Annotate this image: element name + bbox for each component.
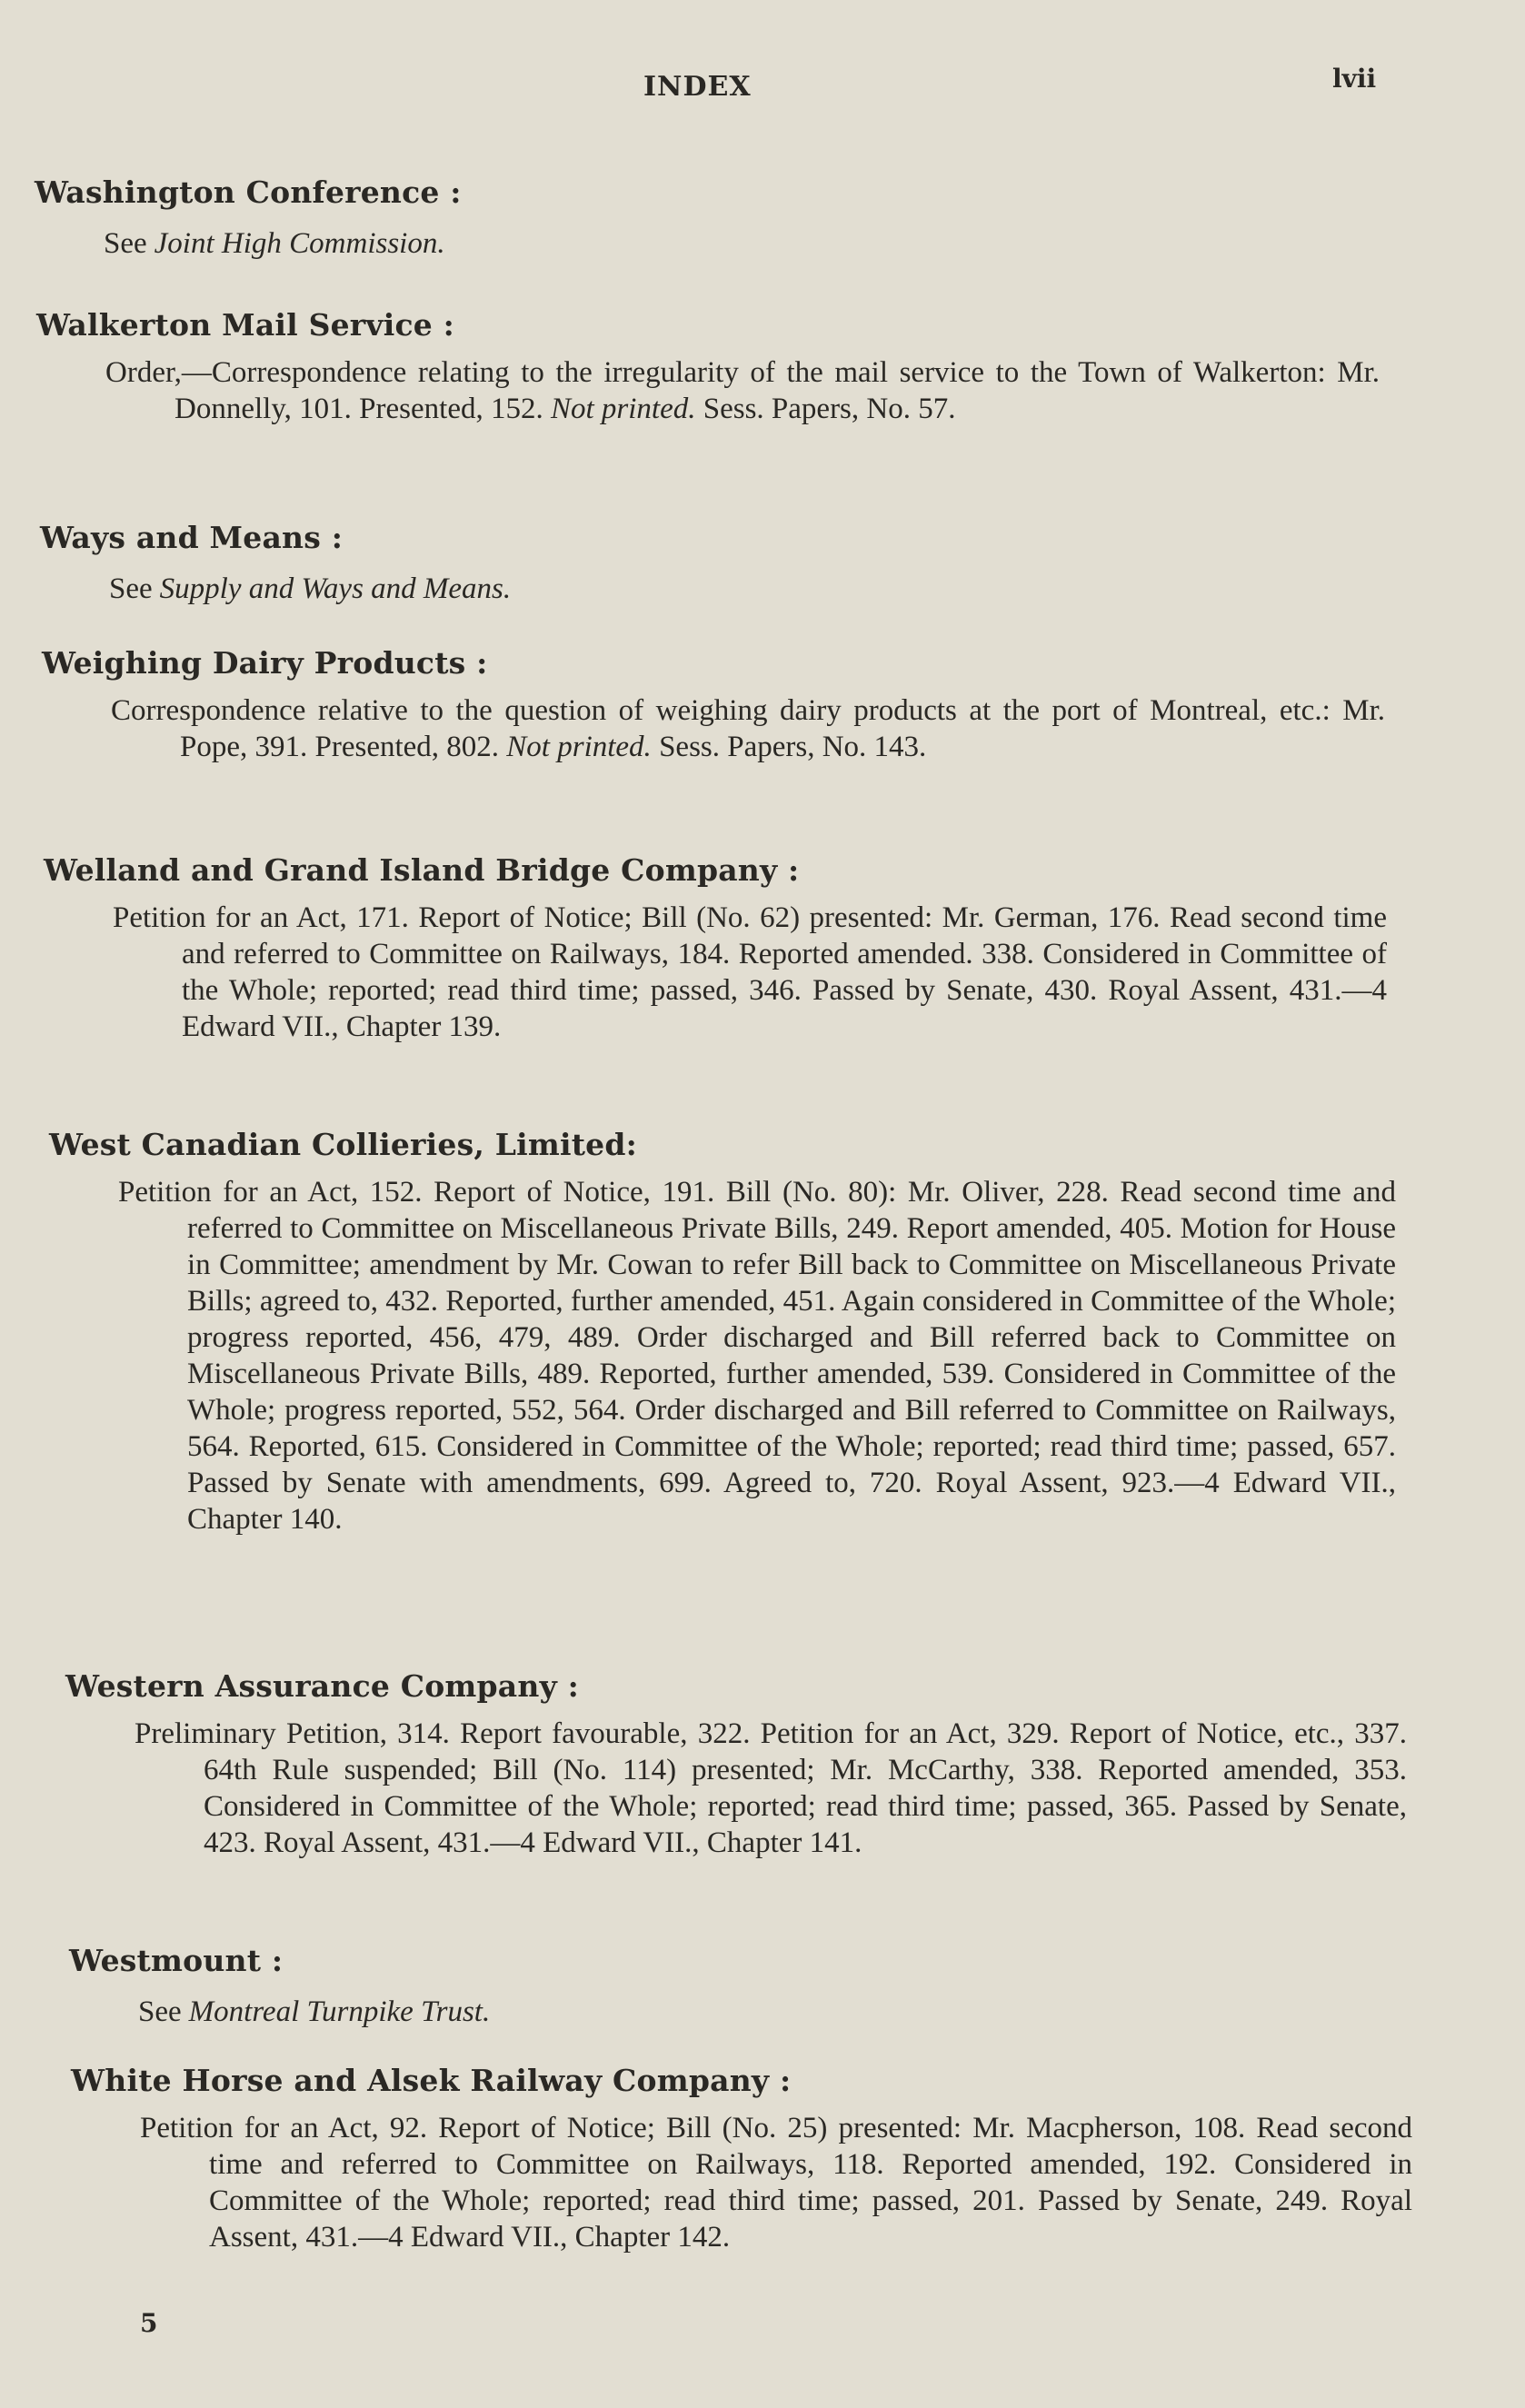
see-reference xyxy=(69,1994,1414,2030)
entry-body xyxy=(118,1174,1396,1537)
entry-text: Preliminary Petition, 314. Report favourable, 322. Petition for an Act, 329. Report of Notice, etc., 337. 64th Rule suspended; Bill (No. 114) presented; Mr. McCarthy, 338. Reported amended, 353. Considered in Committee of the Whole; reported; read third time; passed, 365. Passed by Senate, 423. Royal Assent, 431.—4 Edward VII., Chapter 141. xyxy=(135,1717,1407,1859)
index-entry xyxy=(36,307,1380,427)
entry-text-after: Sess. Papers, No. 143. xyxy=(659,731,927,763)
cross-reference: Joint High Commission. xyxy=(154,227,445,260)
entry-body xyxy=(111,692,1385,765)
cross-reference: Montreal Turnpike Trust. xyxy=(188,1995,491,2028)
entry-text: Petition for an Act, 152. Report of Notice, 191. Bill (No. 80): Mr. Oliver, 228. Read second time and referred to Committee on Miscellaneous Private Bills, 249. Report amended, 405. Motion for House in Committee; amendment by Mr. Cowan to refer Bill back to Committee on Miscellaneous Private Bills; agreed to, 432. Reported, further amended, 451. Again considered in Committee of the Whole; progress reported, 456, 479, 489. Order discharged and Bill referred back to Committee on Miscellaneous Private Bills, 489. Reported, further amended, 539. Considered in Committee of the Whole; progress reported, 552, 564. Order discharged and Bill referred to Committee on Railways, 564. Reported, 615. Considered in Committee of the Whole; reported; read third time; passed, 657. Passed by Senate with amendments, 699. Agreed to, 720. Royal Assent, 923.—4 Edward VII., Chapter 140. xyxy=(118,1176,1396,1536)
page-number: lvii xyxy=(1332,64,1377,94)
index-entry xyxy=(44,852,1387,1045)
entry-body xyxy=(140,2110,1412,2255)
not-printed-note: Not printed. xyxy=(550,393,696,425)
index-entry xyxy=(42,645,1385,765)
entry-body xyxy=(113,900,1387,1045)
index-entry xyxy=(49,1127,1396,1537)
entry-heading: Weighing Dairy Products : xyxy=(42,645,488,681)
index-entry xyxy=(40,520,1403,607)
entry-text: Order,—Correspondence relating to the irregularity of the mail service to the Town of Walkerton: Mr. Donnelly, 101. Presented, 152. xyxy=(105,356,1380,425)
entry-heading: Westmount : xyxy=(69,1943,284,1978)
entry-heading: Washington Conference : xyxy=(35,174,462,210)
entry-heading: Walkerton Mail Service : xyxy=(36,307,455,343)
see-label: See xyxy=(109,572,153,605)
entry-heading: Welland and Grand Island Bridge Company : xyxy=(44,852,800,888)
entry-heading: Western Assurance Company : xyxy=(65,1668,580,1704)
see-label: See xyxy=(138,1995,182,2028)
signature-mark: 5 xyxy=(140,2308,158,2338)
entry-heading: White Horse and Alsek Railway Company : xyxy=(71,2063,792,2098)
index-entry xyxy=(35,174,1398,262)
index-entry xyxy=(65,1668,1407,1861)
entry-heading: Ways and Means : xyxy=(40,520,344,555)
entry-text-after: Sess. Papers, No. 57. xyxy=(703,393,956,425)
entry-body xyxy=(105,354,1380,427)
see-label: See xyxy=(104,227,147,260)
entry-heading: West Canadian Collieries, Limited: xyxy=(49,1127,638,1162)
cross-reference: Supply and Ways and Means. xyxy=(159,572,512,605)
entry-text: Correspondence relative to the question of weighing dairy products at the port of Montreal, etc.: Mr. Pope, 391. Presented, 802. xyxy=(111,694,1385,763)
entry-text: Petition for an Act, 171. Report of Notice; Bill (No. 62) presented: Mr. German, 176. Read second time and referred to Committee on Railways, 184. Reported amended. 338. Considered in Committee of the Whole; reported; read third time; passed, 346. Passed by Senate, 430. Royal Assent, 431.—4 Edward VII., Chapter 139. xyxy=(113,901,1387,1043)
see-reference xyxy=(40,571,1403,607)
index-entry xyxy=(71,2063,1412,2255)
entry-body xyxy=(135,1716,1407,1861)
running-head: INDEX xyxy=(643,71,752,103)
not-printed-note: Not printed. xyxy=(506,731,652,763)
see-reference xyxy=(35,225,1398,262)
index-entry xyxy=(69,1943,1414,2030)
entry-text: Petition for an Act, 92. Report of Notice; Bill (No. 25) presented: Mr. Macpherson, 108. Read second time and referred to Committee on Railways, 118. Reported amended, 192. Considered in Committee of the Whole; reported; read third time; passed, 201. Passed by Senate, 249. Royal Assent, 431.—4 Edward VII., Chapter 142. xyxy=(140,2112,1412,2254)
